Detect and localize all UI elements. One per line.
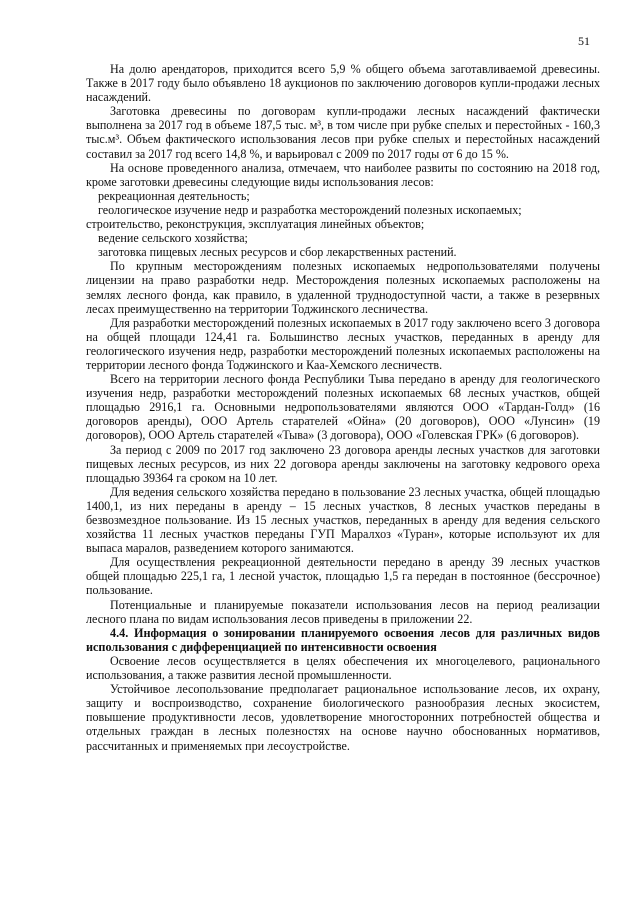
page-number: 51 (578, 34, 590, 48)
list-item: ведение сельского хозяйства; (98, 231, 248, 246)
list-item: геологическое изучение недр и разработка месторождений полезных ископаемых; (98, 202, 522, 217)
paragraph: Для разработки месторождений полезных ископаемых в 2017 году заключено всего 3 договора на общей площади 124,41 га. Большинство лесных участков, переданных в аренду для геологического изучения недр, разработки месторождений полезных ископаемых расположены на территории лесного фонда Тоджинского и Каа-Хемского лесничеств. (86, 315, 600, 372)
paragraph: Всего на территории лесного фонда Республики Тыва передано в аренду для геологического изучения недр, разработки месторождений полезных ископаемых 68 лесных участков, общей площадью 2916,1 га. Основными недропользователями являются ООО «Тардан-Голд» (16 договоров аренды), ООО Артель старателей «Ойна» (20 договоров), ООО «Лунсин» (19 договоров), ООО Артель старателей «Тыва» (3 договора), ООО «Голевская ГРК» (6 договоров). (86, 372, 600, 443)
paragraph: За период с 2009 по 2017 год заключено 23 договора аренды лесных участков для заготовки пищевых лесных ресурсов, из них 22 договора аренды заключены на заготовку кедрового ореха площадью 39364 га сроком на 10 лет. (86, 442, 600, 485)
paragraph: Потенциальные и планируемые показатели использования лесов на период реализации лесного плана по видам использования лесов приведены в приложении 22. (86, 597, 600, 626)
paragraph: На долю арендаторов, приходится всего 5,9 % общего объема заготавливаемой древесины. Также в 2017 году было объявлено 18 аукционов по заключению договоров купли-продажи лесных насаждений. (86, 62, 600, 105)
list-item: рекреационная деятельность; (98, 188, 250, 203)
list-item: заготовка пищевых лесных ресурсов и сбор лекарственных растений. (98, 245, 457, 260)
list-item: строительство, реконструкция, эксплуатация линейных объектов; (86, 217, 425, 232)
paragraph: На основе проведенного анализа, отмечаем, что наиболее развиты по состоянию на 2018 год, кроме заготовки древесины следующие виды использования лесов: (86, 160, 600, 189)
paragraph: Для ведения сельского хозяйства передано в пользование 23 лесных участка, общей площадью 1400,1, из них переданы в аренду – 15 лесных участков, 8 лесных участков переданы в безвозмездное пользование. Из 15 лесных участков, переданных в аренду для ведения сельского хозяйства 11 лесных участков переданы ГУП Маралхоз «Туран», которые используют их для выпаса маралов, разведением которого занимаются. (86, 484, 600, 556)
paragraph: Освоение лесов осуществляется в целях обеспечения их многоцелевого, рационального использования, а также развития лесной промышленности. (86, 653, 600, 683)
paragraph: Заготовка древесины по договорам купли-продажи лесных насаждений фактически выполнена за 2017 год в объеме 187,5 тыс. м³, в том числе при рубке спелых и перестойных - 160,3 тыс.м³. Объем фактического использования лесов при рубке спелых и перестойных насаждений составил за 2017 год всего 14,8 %, и варьировал с 2009 по 2017 годы от 6 до 15 %. (86, 104, 600, 161)
paragraph: По крупным месторождениям полезных ископаемых недропользователями получены лицензии на право разработки недр. Месторождения полезных ископаемых расположены на землях лесного фонда, как правило, в удаленной труднодоступной части, а также в резервных лесах преимущественно на территории Тоджинского лесничества. (86, 259, 600, 316)
page-body (86, 62, 600, 753)
paragraph: Для осуществления рекреационной деятельности передано в аренду 39 лесных участков общей площадью 225,1 га, 1 лесной участок, площадью 1,5 га передан в постоянное (бессрочное) пользование. (86, 555, 600, 598)
section-heading: 4.4. Информация о зонировании планируемого освоения лесов для различных видов использования с дифференциацией по интенсивности освоения (86, 625, 600, 654)
paragraph: Устойчивое лесопользование предполагает рациональное использование лесов, их охрану, защиту и воспроизводство, сохранение биологического разнообразия лесных экосистем, повышение продуктивности лесов, удовлетворение многосторонних потребностей общества и отдельных граждан в лесных полезностях на основе научно обоснованных нормативов, рассчитанных и применяемых при лесоустройстве. (86, 682, 600, 753)
